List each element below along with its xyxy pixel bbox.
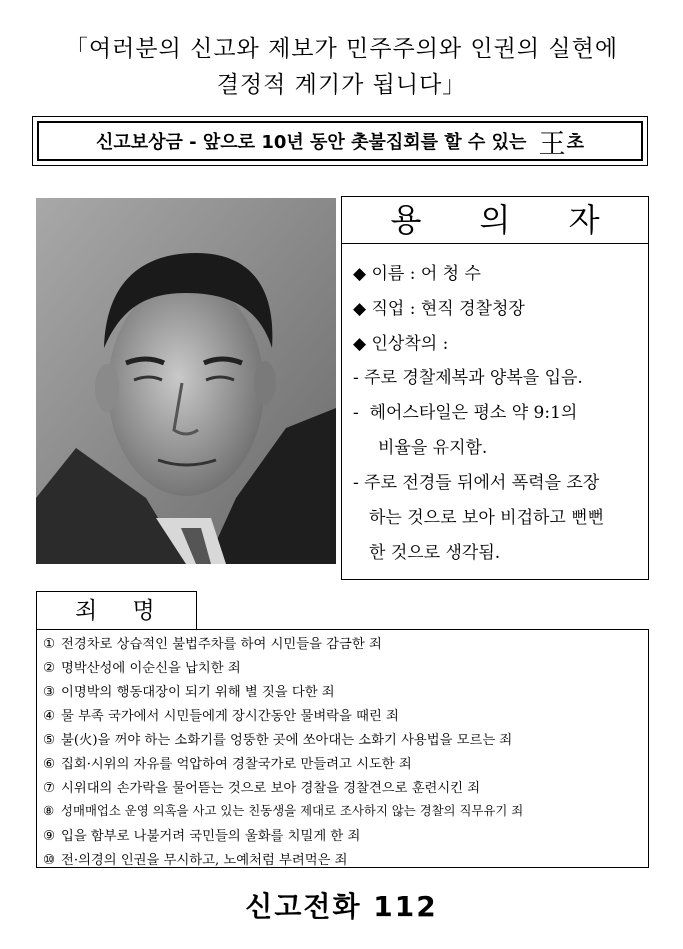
charges-list bbox=[36, 629, 649, 868]
charge-item: ⑨ 입을 함부로 나불거려 국민들의 울화를 치밀게 한 죄 bbox=[43, 829, 361, 844]
charge-item: ② 명박산성에 이순신을 납치한 죄 bbox=[43, 661, 241, 676]
suspect-title: 용 의 자 bbox=[342, 197, 648, 244]
suspect-panel bbox=[341, 196, 649, 580]
charge-item: ⑩ 전·의경의 인권을 무시하고, 노예처럼 부려먹은 죄 bbox=[43, 853, 348, 868]
suspect-name: ◆ 이름 : 어 청 수 bbox=[353, 264, 481, 284]
portrait-illustration bbox=[36, 198, 336, 564]
suspect-feature-line-6: 한 것으로 생각됨. bbox=[369, 543, 501, 563]
charge-item: ⑤ 불(火)을 꺼야 하는 소화기를 엉뚱한 곳에 쏘아대는 소화기 사용법을 모르는 죄 bbox=[43, 733, 513, 748]
suspect-feature-line-4: - 주로 전경들 뒤에서 폭력을 조장 bbox=[353, 473, 600, 493]
suspect-job: ◆ 직업 : 현직 경찰청장 bbox=[353, 299, 525, 319]
banner-text-after: 초 bbox=[566, 132, 585, 153]
header-line-2: 결정적 계기가 됩니다」 bbox=[216, 72, 467, 98]
portrait-photo bbox=[36, 198, 336, 564]
charge-item: ⑥ 집회·시위의 자유를 억압하여 경찰국가로 만들려고 시도한 죄 bbox=[43, 757, 412, 772]
suspect-feature-line-5: 하는 것으로 보아 비겁하고 뻔뻔 bbox=[369, 508, 605, 528]
suspect-feature-line-2: - 헤어스타일은 평소 약 9:1의 bbox=[353, 403, 578, 423]
charge-item: ① 전경차로 상습적인 불법주차를 하여 시민들을 감금한 죄 bbox=[43, 637, 382, 652]
banner-text-before: 신고보상금 - 앞으로 10년 동안 촛불집회를 할 수 있는 bbox=[95, 132, 533, 153]
charge-item: ⑧ 성매매업소 운영 의혹을 사고 있는 친동생을 제대로 조사하지 않는 경찰의 직무유기 죄 bbox=[43, 803, 524, 818]
report-phone: 신고전화 112 bbox=[245, 890, 438, 923]
suspect-feature-line-1: - 주로 경찰제복과 양복을 입음. bbox=[353, 368, 583, 388]
reward-banner-inner bbox=[37, 121, 643, 161]
suspect-feature-line-3: 비율을 유지함. bbox=[378, 438, 488, 458]
banner-king-char: 王 bbox=[538, 128, 566, 160]
charge-item: ⑦ 시위대의 손가락을 물어뜯는 것으로 보아 경찰을 경찰견으로 훈련시킨 죄 bbox=[43, 781, 481, 796]
charge-item: ④ 물 부족 국가에서 시민들에게 장시간동안 물벼락을 때린 죄 bbox=[43, 709, 399, 724]
reward-banner bbox=[32, 116, 648, 166]
charge-item: ③ 이명박의 행동대장이 되기 위해 별 짓을 다한 죄 bbox=[43, 685, 335, 700]
suspect-features-label: ◆ 인상착의 : bbox=[353, 334, 449, 354]
header-line-1: 「여러분의 신고와 제보가 민주주의와 인권의 실현에 bbox=[64, 36, 619, 62]
charges-title: 죄 명 bbox=[36, 591, 197, 629]
